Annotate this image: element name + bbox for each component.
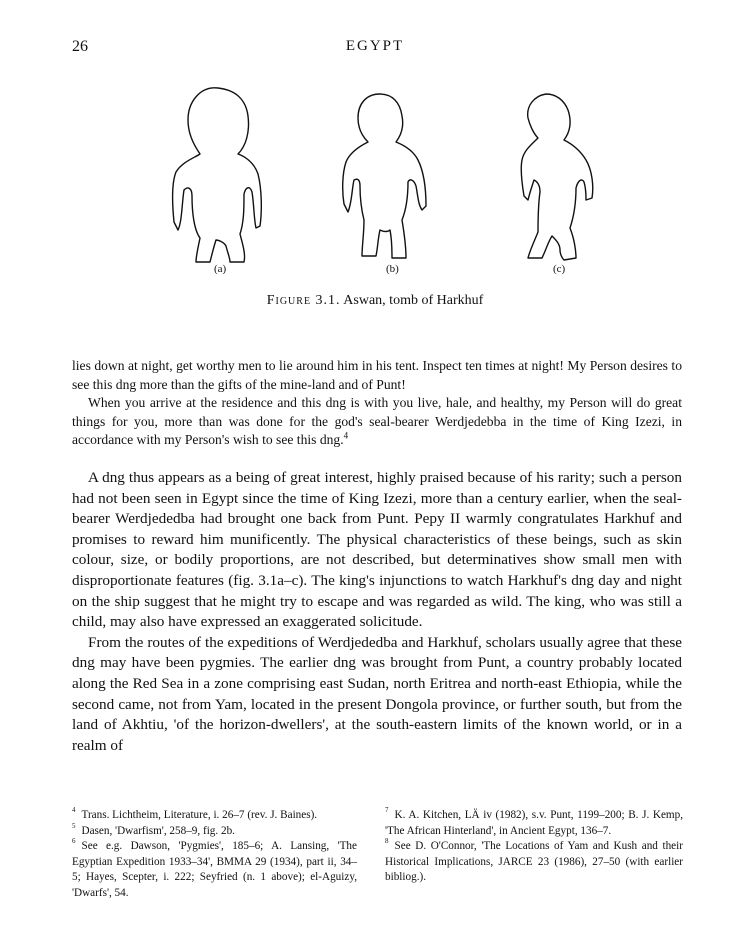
figurine-b — [343, 94, 426, 258]
body-paragraph-1: A dng thus appears as a being of great interest, highly praised because of his rarity; such a person had not been seen in Egypt since the time of King Izezi, more than a century earlier, when the seal-bearer Werdjededba had brought one back from Punt. Pepy II warmly congratulates Harkhuf and promises to reward him munificently. The physical characteristics of these beings, such as skin colour, size, or bodily proportions, are not described, but determinatives show small men with disproportionate features (fig. 3.1a–c). The king's injunctions to watch Harkhuf's dng day and night on the ship suggest that he might try to escape and was regarded as wild. The king, who was still a child, may also have expressed an exaggerated solicitude. — [72, 469, 682, 631]
footnote-7: $^7$ K. A. Kitchen, LÄ iv (1982), s.v. Punt, 1199–200; B. J. Kemp, 'The African Hinterland', in Ancient Egypt, 136–7. — [385, 806, 683, 837]
footnotes-right-column — [385, 808, 683, 886]
running-head: EGYPT — [345, 38, 405, 54]
figure-illustration — [150, 62, 610, 292]
body-text — [72, 468, 682, 756]
footnotes-left-column — [72, 808, 357, 902]
figurine-c — [521, 94, 593, 260]
footnote-5: $^5$ Dasen, 'Dwarfism', 258–9, fig. 2b. — [72, 821, 235, 837]
quote-paragraph-2: When you arrive at the residence and this dng is with you live, hale, and healthy, my Person will do great things for you, more than was done for the god's seal-bearer Werdjedebba in the time of King Izezi, in accordance with my Person's wish to see this dng.$^4$ — [72, 395, 682, 447]
footnote-8: $^8$ See D. O'Connor, 'The Locations of Yam and Kush and their Historical Implications, JARCE 23 (1986), 27–50 (with earlier bibliog.). — [385, 837, 683, 884]
block-quote — [72, 357, 682, 450]
figure-label-b: (b) — [386, 263, 399, 275]
figure-label-a: (a) — [214, 263, 227, 275]
page-number: 26 — [72, 38, 88, 55]
figure-label-c: (c) — [553, 263, 566, 275]
body-paragraph-2: From the routes of the expeditions of Werdjededba and Harkhuf, scholars usually agree that these dng may have been pygmies. The earlier dng was brought from Punt, a country probably located along the Red Sea in a zone comprising east Sudan, north Eritrea and north-east Ethiopia, while the second came, not from Yam, located in the present Dongola province, or further south, but from the land of Akhtiu, 'of the horizon-dwellers', at the south-eastern limits of the known world, or in a realm of — [72, 633, 682, 754]
figurine-a — [173, 88, 262, 262]
quote-paragraph-1: lies down at night, get worthy men to lie around him in his tent. Inspect ten times at night! My Person desires to see this dng more than the gifts of the mine-land and of Punt! — [72, 358, 682, 392]
figure-caption-text: Aswan, tomb of Harkhuf — [343, 293, 484, 308]
figure-caption-prefix: Figure 3.1. — [266, 293, 341, 308]
footnote-6: $^6$ See e.g. Dawson, 'Pygmies', 185–6; A. Lansing, 'The Egyptian Expedition 1933–34', BMMA 29 (1934), part ii, 34–5; Hayes, Scepter, i. 222; Seyfried (n. 1 above); el-Aguizy, 'Dwarfs', 54. — [72, 837, 357, 899]
footnote-ref: 4 — [343, 430, 349, 441]
footnote-4: $^4$ Trans. Lichtheim, Literature, i. 26–7 (rev. J. Baines). — [72, 806, 318, 821]
figure-caption — [0, 293, 750, 309]
